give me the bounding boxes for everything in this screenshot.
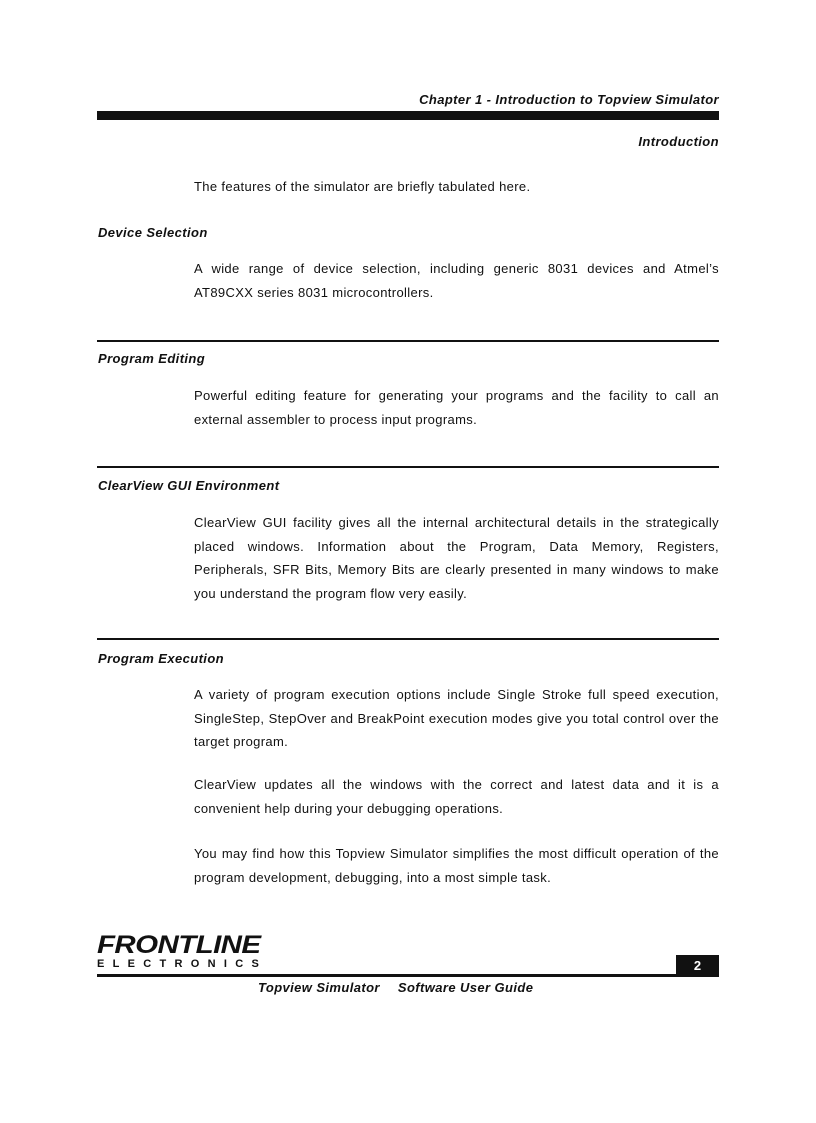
program-execution-paragraph-2: ClearView updates all the windows with the correct and latest data and it is a convenient help during your debugging operations.: [194, 777, 719, 816]
page-number: 2: [676, 955, 719, 976]
program-execution-paragraph-1: A variety of program execution options include Single Stroke full speed execution, SingleStep, StepOver and BreakPoint execution modes give you total control over the target program.: [194, 687, 719, 749]
footer-rule: [97, 974, 719, 977]
footer-product: Topview Simulator: [258, 980, 380, 995]
intro-paragraph: The features of the simulator are briefly tabulated here.: [194, 179, 531, 194]
section-divider: [97, 340, 719, 342]
section-divider: [97, 466, 719, 468]
header-rule: [97, 111, 719, 120]
section-title-program-execution: Program Execution: [98, 651, 224, 666]
section-title-clearview-gui: ClearView GUI Environment: [98, 478, 280, 493]
logo-wordmark: FRONTLINE: [97, 931, 261, 959]
program-execution-paragraph-3: You may find how this Topview Simulator simplifies the most difficult operation of the program development, debugging, into a most simple task.: [194, 846, 719, 885]
frontline-logo: [97, 931, 268, 971]
section-divider: [97, 638, 719, 640]
program-editing-paragraph: Powerful editing feature for generating your programs and the facility to call an external assembler to process input programs.: [194, 388, 719, 427]
chapter-title: Chapter 1 - Introduction to Topview Simulator: [419, 92, 719, 107]
footer-caption: [258, 980, 533, 995]
device-selection-paragraph: A wide range of device selection, including generic 8031 devices and Atmel’s AT89CXX series 8031 microcontrollers.: [194, 261, 719, 300]
section-label: Introduction: [638, 134, 719, 149]
logo-subtitle: ELECTRONICS: [97, 958, 268, 970]
footer-doc-type: Software User Guide: [397, 980, 534, 995]
clearview-gui-paragraph: ClearView GUI facility gives all the internal architectural details in the strategically placed windows. Information about the Program, Data Memory, Registers, Peripherals, SFR Bits, Memory Bits are clearly presented in many windows to make you understand the program flow very easily.: [194, 515, 719, 601]
section-title-program-editing: Program Editing: [98, 351, 206, 366]
section-title-device-selection: Device Selection: [98, 225, 208, 240]
